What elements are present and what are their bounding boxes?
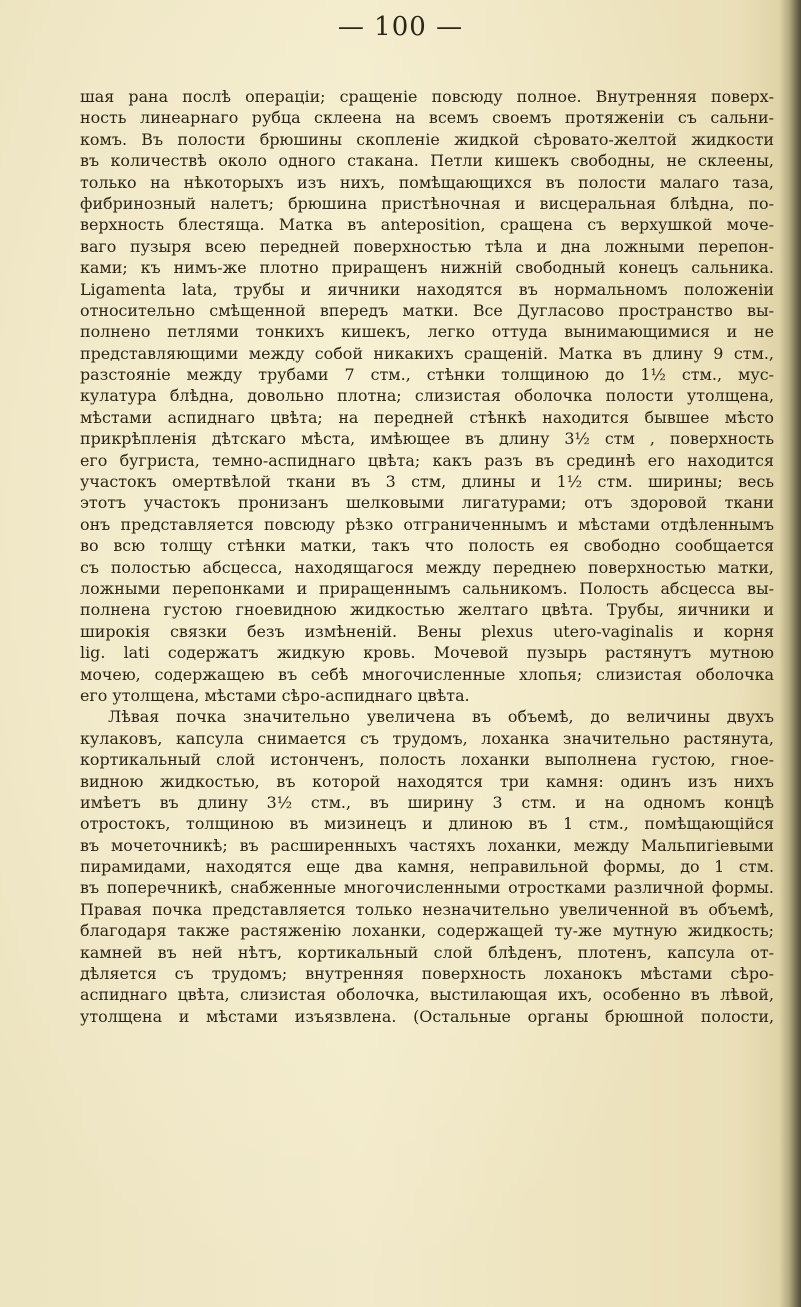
text-line: разстояніе между трубами 7 стм., стѣнки толщиною до 1½ стм., мус- <box>80 365 774 385</box>
text-line: полнено петлями тонкихъ кишекъ, легко оттуда вынимающимися и не <box>80 322 774 342</box>
text-line: Ligamenta lata, трубы и яичники находятся въ нормальномъ положеніи <box>80 279 774 299</box>
text-line: широкія связки безъ измѣненій. Вены plexus utero-vaginalis и корня <box>80 621 774 641</box>
page-number: — 100 — <box>337 12 464 42</box>
text-line: въ поперечникѣ, снабженные многочисленными отростками различной формы. <box>80 878 774 898</box>
text-line: его бугриста, темно-аспиднаго цвѣта; какъ разъ въ срединѣ его находится <box>80 450 774 470</box>
text-line: фибринозный налетъ; брюшина пристѣночная и висцеральная блѣдна, по- <box>80 193 774 213</box>
text-line: мѣстами аспиднаго цвѣта; на передней стѣнкѣ находится бывшее мѣсто <box>80 407 774 427</box>
text-line: во всю толщу стѣнки матки, такъ что полость ея свободно сообщается <box>80 536 774 556</box>
body-text <box>80 86 774 1027</box>
text-line: полнена густою гноевидною жидкостью желтаго цвѣта. Трубы, яичники и <box>80 600 774 620</box>
text-line: кулаковъ, капсула снимается съ трудомъ, лоханка значительно растянута, <box>80 728 774 748</box>
text-line: мочею, содержащею въ себѣ многочисленные хлопья; слизистая оболочка <box>80 664 774 684</box>
text-line: только на нѣкоторыхъ изъ нихъ, помѣщающихся въ полости малаго таза, <box>80 172 774 192</box>
text-line: имѣетъ въ длину 3½ стм., въ ширину 3 стм. и на одномъ концѣ <box>80 792 774 812</box>
text-line: Лѣвая почка значительно увеличена въ объемѣ, до величины двухъ <box>108 707 774 727</box>
text-line: ложными перепонками и приращеннымъ сальникомъ. Полость абсцесса вы- <box>80 578 774 598</box>
text-line: дѣляется съ трудомъ; внутренняя поверхность лоханокъ мѣстами сѣро- <box>80 964 774 984</box>
text-line: съ полостью абсцесса, находящагося между переднею поверхностью матки, <box>80 557 774 577</box>
text-line: относительно смѣщенной впередъ матки. Все Дугласово пространство вы- <box>80 300 774 320</box>
text-line: въ мочеточникѣ; въ расширенныхъ частяхъ лоханки, между Мальпигіевыми <box>80 835 774 855</box>
page-edge-shadow <box>779 0 801 1307</box>
text-line: отростокъ, толщиною въ мизинецъ и длиною въ 1 стм., помѣщающійся <box>80 814 774 834</box>
text-line: его утолщена, мѣстами сѣро-аспиднаго цвѣта. <box>80 685 470 705</box>
text-line: Правая почка представляется только незначительно увеличенной въ объемѣ, <box>80 899 774 919</box>
text-line: lig. lati содержатъ жидкую кровь. Мочевой пузырь растянутъ мутною <box>80 643 774 663</box>
text-line: представляющими между собой никакихъ сращеній. Матка въ длину 9 стм., <box>80 343 774 363</box>
text-line: кулатура блѣдна, довольно плотна; слизистая оболочка полости утолщена, <box>80 386 774 406</box>
text-line: пирамидами, находятся еще два камня, неправильной формы, до 1 стм. <box>80 857 774 877</box>
text-line: въ количествѣ около одного стакана. Петли кишекъ свободны, не склеены, <box>80 151 774 171</box>
text-line: шая рана послѣ операціи; сращеніе повсюду полное. Внутренняя поверх- <box>80 87 774 106</box>
text-line: утолщена и мѣстами изъязвлена. (Остальные органы брюшной полости, <box>80 1006 774 1026</box>
text-line: онъ представляется повсюду рѣзко отграниченнымъ и мѣстами отдѣленнымъ <box>80 514 774 534</box>
text-line: участокъ омертвѣлой ткани въ 3 стм, длины и 1½ стм. ширины; весь <box>80 472 774 492</box>
text-line: камней въ ней нѣтъ, кортикальный слой блѣденъ, плотенъ, капсула от- <box>80 942 774 962</box>
text-line: благодаря также растяженію лоханки, содержащей ту-же мутную жидкость; <box>80 921 774 941</box>
text-line: комъ. Въ полости брюшины скопленіе жидкой сѣровато-желтой жидкости <box>80 129 774 149</box>
text-line: видною жидкостью, въ которой находятся три камня: одинъ изъ нихъ <box>80 771 774 791</box>
text-line: ваго пузыря всею передней поверхностью тѣла и дна ложными перепон- <box>80 236 774 256</box>
text-line: ками; къ нимъ-же плотно приращенъ нижній свободный конецъ сальника. <box>80 258 774 278</box>
text-line: прикрѣпленія дѣтскаго мѣста, имѣющее въ длину 3½ стм , поверхность <box>80 429 774 449</box>
text-line: ность линеарнаго рубца склеена на всемъ своемъ протяженіи съ сальни- <box>80 108 774 128</box>
text-line: аспиднаго цвѣта, слизистая оболочка, выстилающая ихъ, особенно въ лѣвой, <box>80 985 774 1005</box>
text-line: этотъ участокъ пронизанъ шелковыми лигатурами; отъ здоровой ткани <box>80 493 774 513</box>
text-line: верхность блестяща. Матка въ anteposition, сращена съ верхушкой моче- <box>80 215 774 235</box>
text-line: кортикальный слой истонченъ, полость лоханки выполнена густою, гное- <box>80 750 774 770</box>
